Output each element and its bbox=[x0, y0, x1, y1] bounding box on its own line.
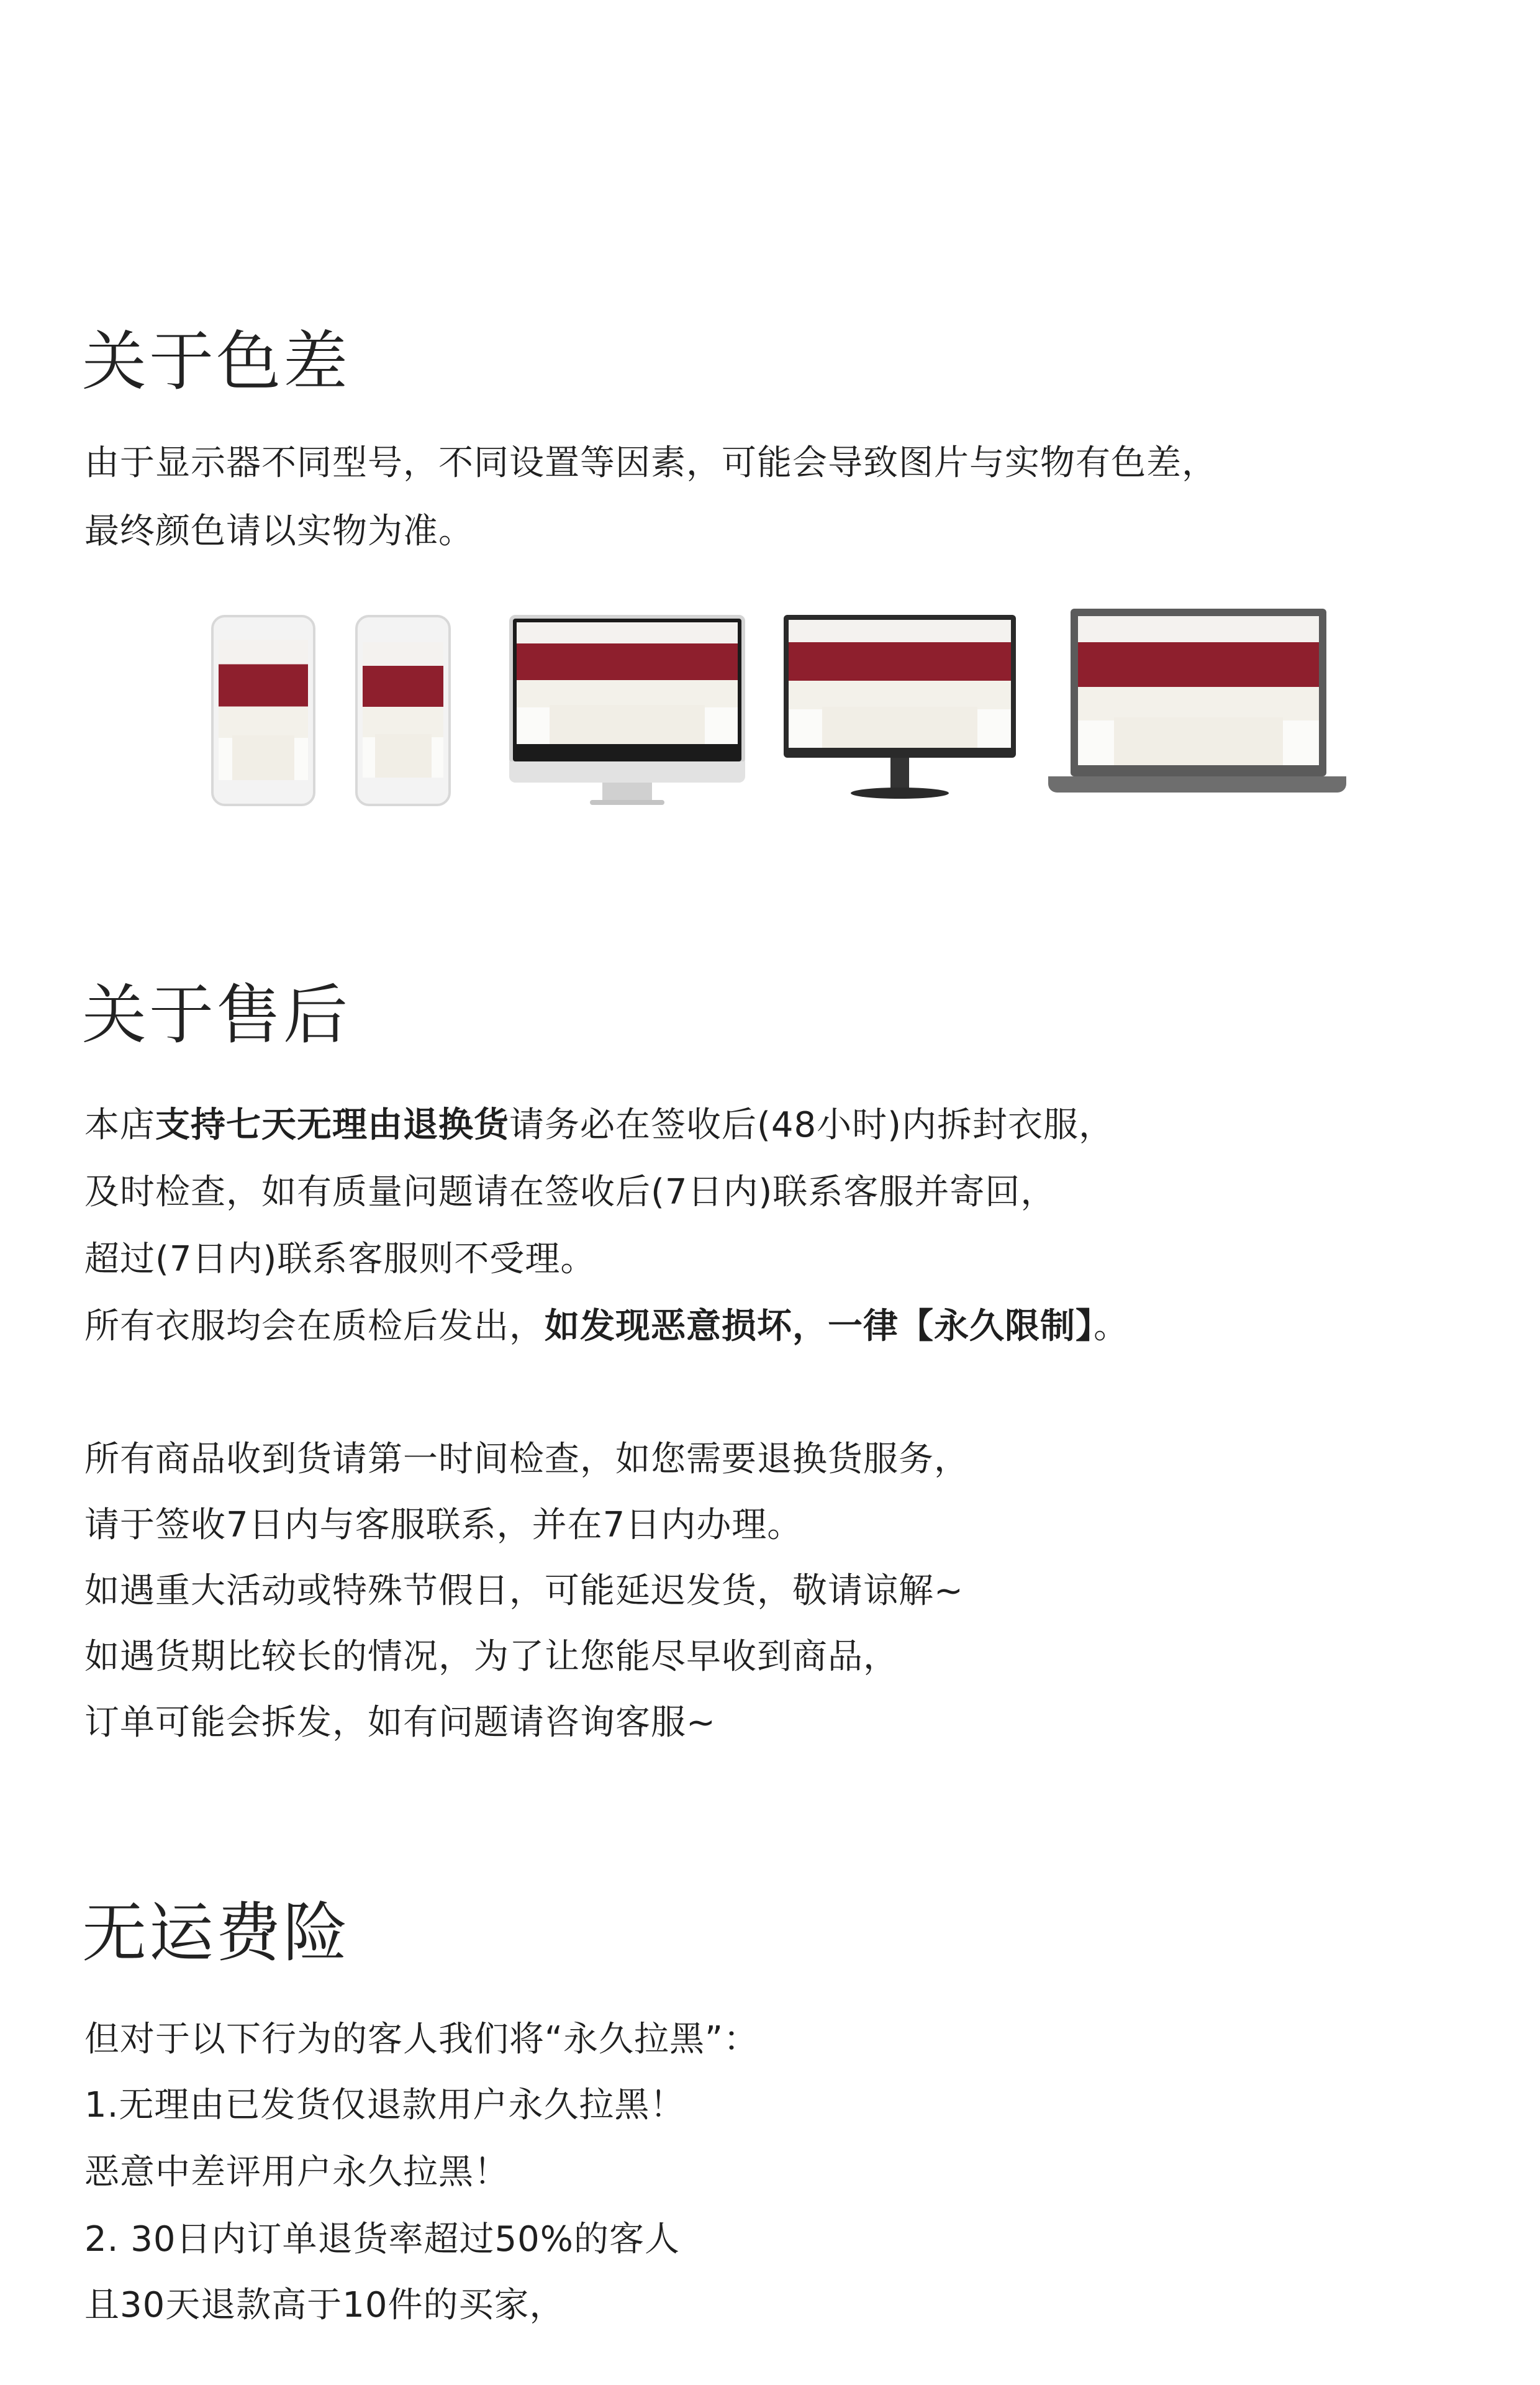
text-line: 且30天退款高于10件的买家， bbox=[84, 2285, 565, 2325]
text-line bbox=[84, 1105, 1114, 1145]
heading-color-difference: 关于色差 bbox=[82, 324, 351, 399]
monitor-icon bbox=[784, 615, 1016, 807]
laptop-icon bbox=[1048, 609, 1346, 807]
text-line: 但对于以下行为的客人我们将“永久拉黑”： bbox=[84, 2019, 759, 2060]
text-normal: 请务必在签收后(48小时)内拆封衣服， bbox=[509, 1105, 1114, 1145]
text-normal: 所有衣服均会在质检后发出， bbox=[84, 1306, 545, 1347]
text-line: 1.无理由已发货仅退款用户永久拉黑！ bbox=[84, 2085, 686, 2125]
text-line bbox=[84, 1306, 1129, 1347]
device-comparison-image bbox=[0, 609, 1540, 814]
text-line: 如遇货期比较长的情况，为了让您能尽早收到商品， bbox=[84, 1637, 899, 1677]
heading-after-sales: 关于售后 bbox=[82, 977, 351, 1053]
text-line: 最终颜色请以实物为准。 bbox=[84, 511, 474, 552]
text-line: 请于签收7日内与客服联系，并在7日内办理。 bbox=[84, 1505, 803, 1545]
heading-no-shipping-insurance: 无运费险 bbox=[82, 1895, 351, 1971]
imac-icon bbox=[509, 615, 745, 807]
text-line: 2. 30日内订单退货率超过50%的客人 bbox=[84, 2219, 680, 2260]
phone-small-icon bbox=[355, 615, 451, 806]
phone-large-icon bbox=[211, 615, 315, 806]
text-normal: 本店 bbox=[84, 1105, 155, 1145]
text-line: 超过(7日内)联系客服则不受理。 bbox=[84, 1239, 596, 1279]
text-line: 订单可能会拆发，如有问题请咨询客服~ bbox=[84, 1702, 716, 1743]
text-line: 恶意中差评用户永久拉黑！ bbox=[84, 2152, 509, 2192]
text-line: 如遇重大活动或特殊节假日，可能延迟发货，敬请谅解~ bbox=[84, 1571, 964, 1611]
text-bold: 支持七天无理由退换货 bbox=[155, 1105, 509, 1145]
text-normal: 。 bbox=[1094, 1306, 1129, 1347]
text-bold: 如发现恶意损坏，一律【永久限制】 bbox=[545, 1306, 1094, 1347]
text-line: 由于显示器不同型号，不同设置等因素，可能会导致图片与实物有色差， bbox=[84, 443, 1217, 483]
text-line: 及时检查，如有质量问题请在签收后(7日内)联系客服并寄回， bbox=[84, 1172, 1056, 1212]
text-line: 所有商品收到货请第一时间检查，如您需要退换货服务， bbox=[84, 1439, 969, 1479]
